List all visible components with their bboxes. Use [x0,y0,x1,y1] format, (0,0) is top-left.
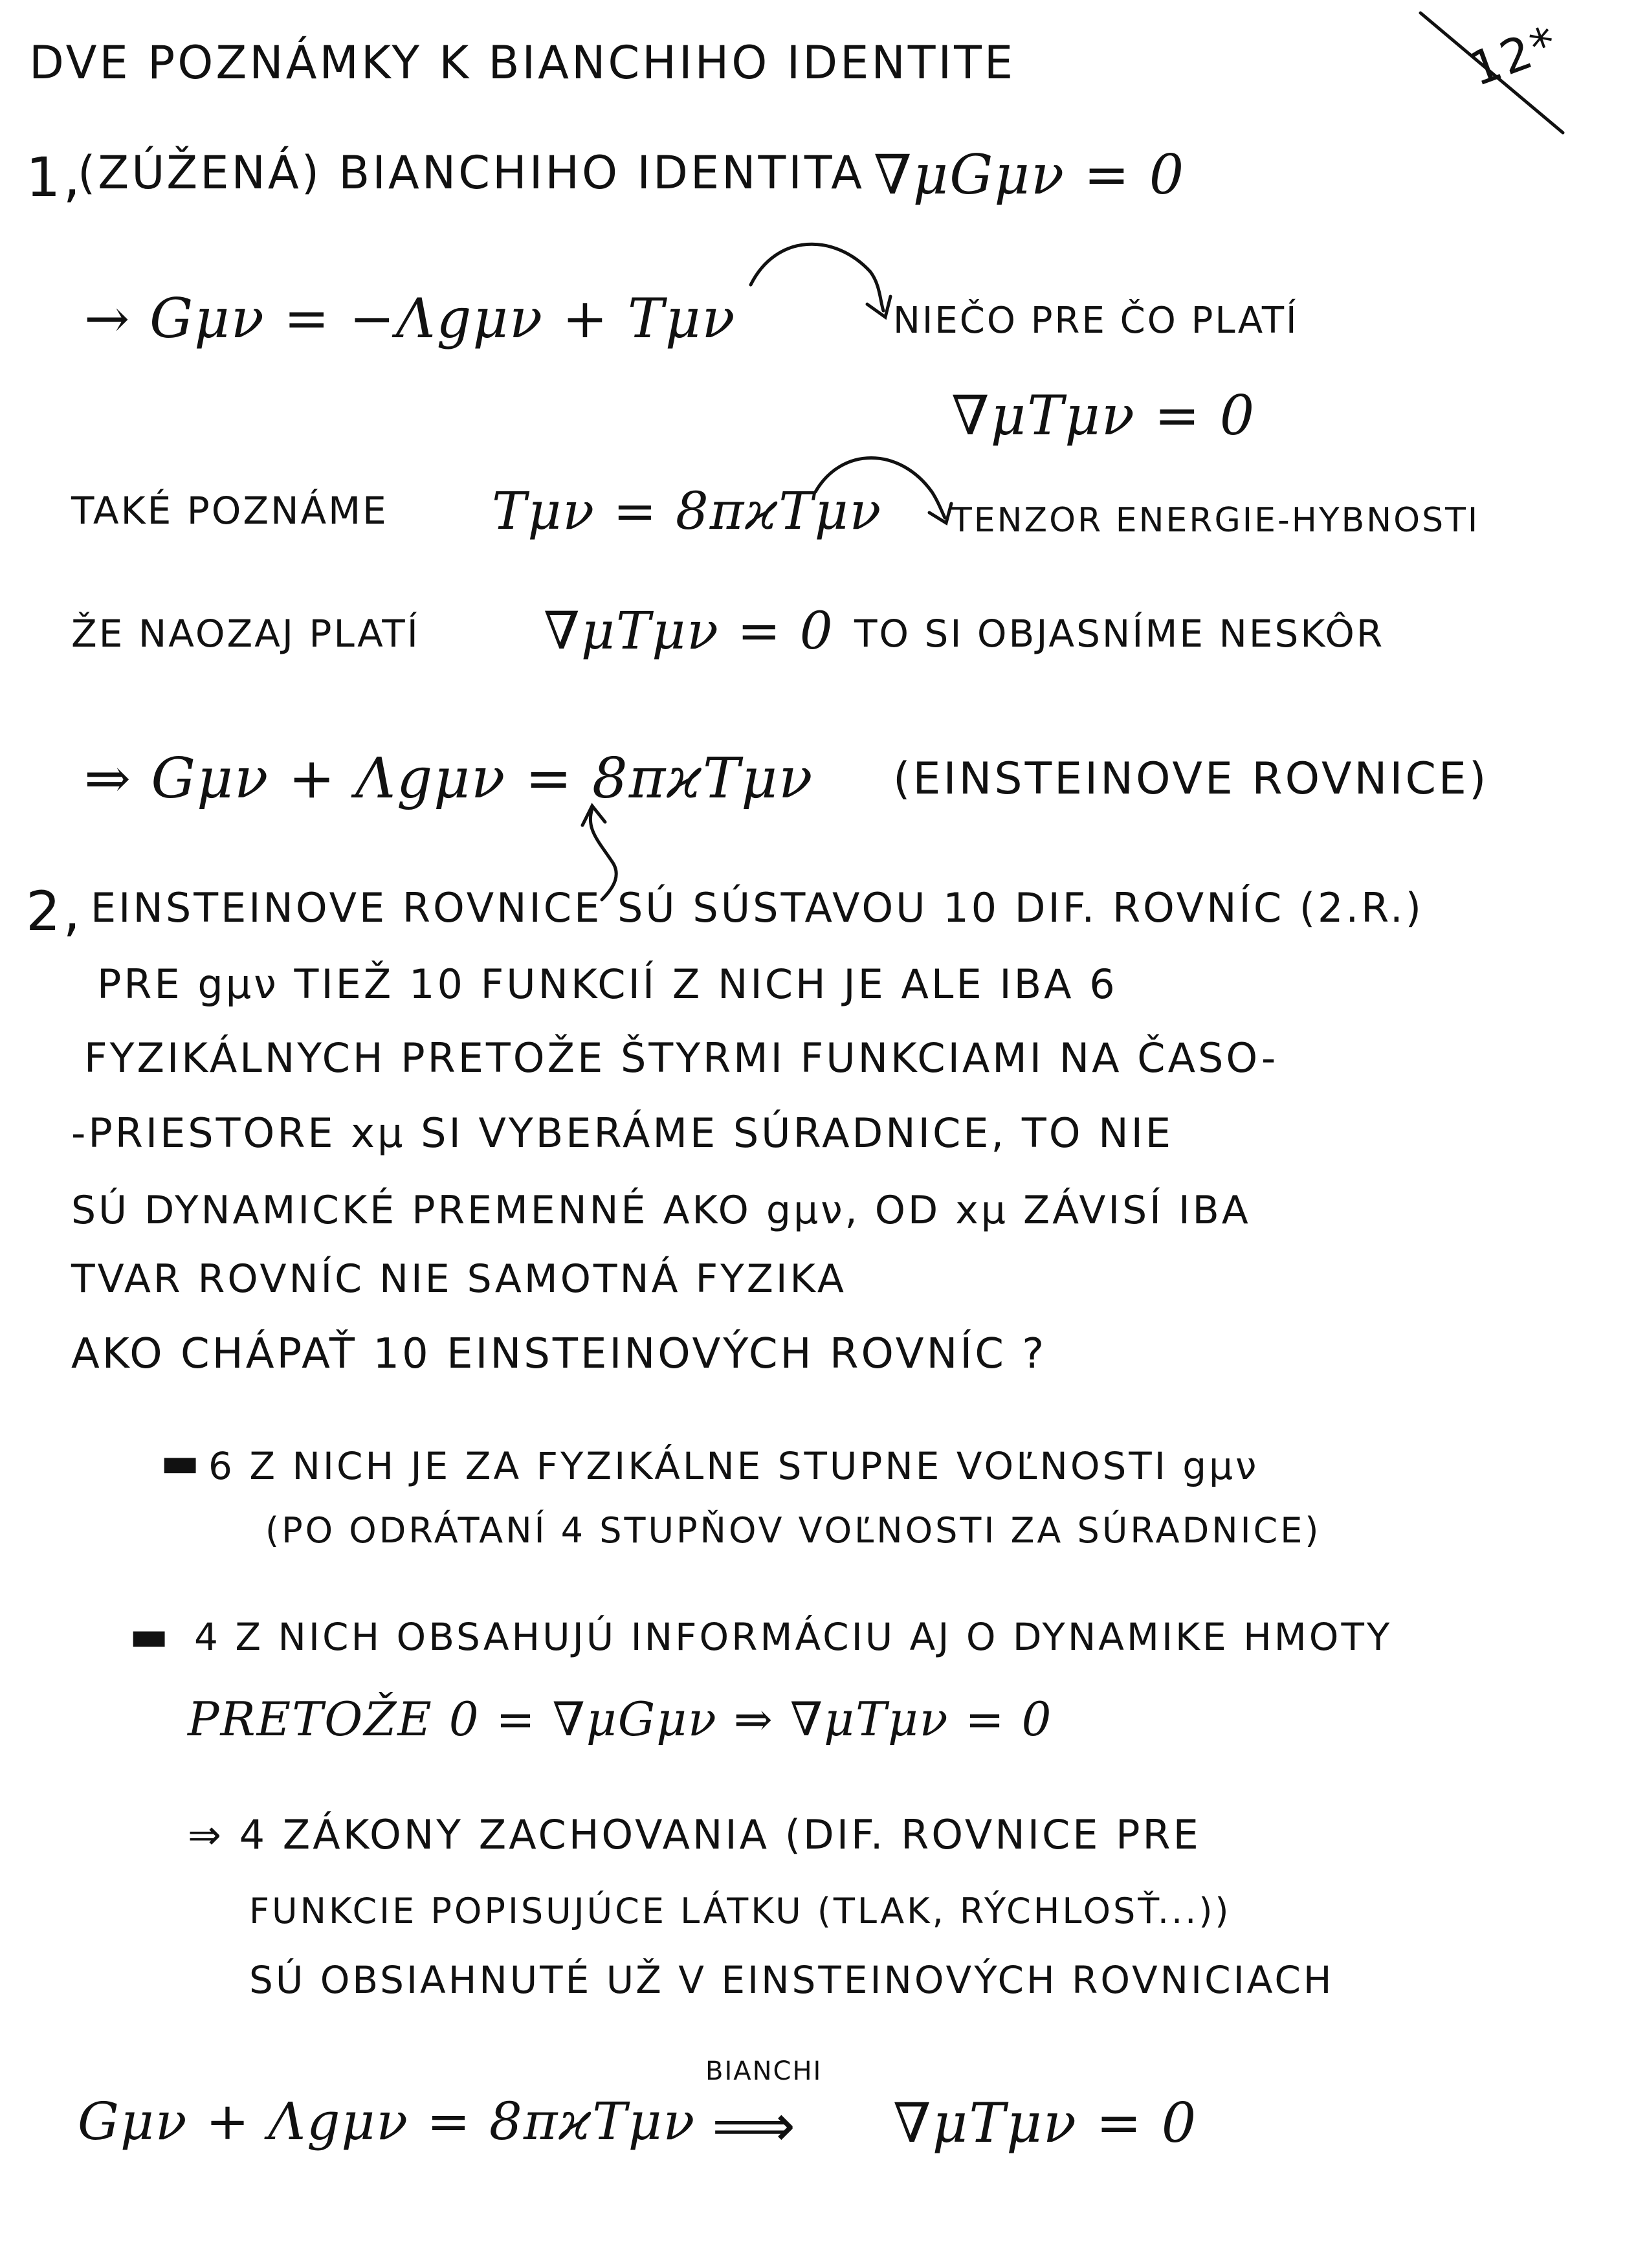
section-2-line-5: SÚ DYNAMICKÉ PREMENNÉ AKO gμν, OD xμ ZÁVISÍ IBA [71,1188,1251,1233]
consequence-line-3: SÚ OBSIAHNUTÉ UŽ V EINSTEINOVÝCH ROVNICIACH [249,1958,1334,2002]
implication-arrow: ⟹ [712,2092,799,2160]
also-know-label: TAKÉ POZNÁME [71,489,388,533]
section-1-number: 1, [26,146,83,209]
section-2-line-6: TVAR ROVNÍC NIE SAMOTNÁ FYZIKA [71,1256,846,1302]
t-definition-equation: Tμν = 8πϰTμν [492,481,883,541]
section-2-line-1: EINSTEINOVE ROVNICE SÚ SÚSTAVOU 10 DIF. ROVNÍC (2.R.) [91,884,1424,931]
divergence-t-equation: ∇μTμν = 0 [951,384,1256,447]
bullet-dash-2: ▬ [129,1612,171,1660]
bullet-1-line-1: 6 Z NICH JE ZA FYZIKÁLNE STUPNE VOĽNOSTI gμν [208,1444,1259,1488]
bianchi-identity-equation: ∇μGμν = 0 [874,143,1186,206]
page-number: 12* [1462,14,1566,97]
curved-arrow-3-head [582,806,605,825]
curved-arrow-1 [751,244,883,311]
divergence-t-equation-2: ∇μTμν = 0 [544,601,834,661]
g-equation: → Gμν = −Λgμν + Tμν [84,287,736,350]
consequence-line-2: FUNKCIE POPISUJÚCE LÁTKU (TLAK, RÝCHLOSŤ...)) [249,1891,1232,1931]
final-equation-rhs: ∇μTμν = 0 [893,2091,1198,2155]
note-something-for-which: NIEČO PRE ČO PLATÍ [893,300,1299,342]
section-2-line-2: PRE gμν TIEŽ 10 FUNKCIÍ Z NICH JE ALE IBA 6 [97,961,1118,1008]
bullet-2-line-2: PRETOŽE 0 = ∇μGμν ⇒ ∇μTμν = 0 [188,1692,1053,1746]
final-equation-lhs: Gμν + Λgμν = 8πϰTμν [78,2091,696,2151]
curved-arrow-1-head [867,296,890,317]
section-1-label: (ZÚŽENÁ) BIANCHIHO IDENTITA [78,146,865,199]
energy-momentum-tensor-note: TENZOR ENERGIE-HYBNOSTI [951,501,1480,540]
bullet-2-line-1: 4 Z NICH OBSAHUJÚ INFORMÁCIU AJ O DYNAMIKE HMOTY [194,1615,1393,1659]
section-2-question: AKO CHÁPAŤ 10 EINSTEINOVÝCH ROVNÍC ? [71,1330,1047,1378]
explain-later-note: TO SI OBJASNÍME NESKÔR [854,612,1385,656]
section-2-line-4: -PRIESTORE xμ SI VYBERÁME SÚRADNICE, TO NIE [71,1109,1174,1157]
really-holds-label: ŽE NAOZAJ PLATÍ [71,612,420,656]
einstein-equation: ⇒ Gμν + Λgμν = 8πϰTμν [84,746,814,811]
bullet-1-line-2: (PO ODRÁTANÍ 4 STUPŇOV VOĽNOSTI ZA SÚRADNICE) [265,1510,1321,1551]
section-2-number: 2, [26,880,83,943]
bullet-dash-1: ▬ [160,1439,203,1487]
consequence-line-1: ⇒ 4 ZÁKONY ZACHOVANIA (DIF. ROVNICE PRE [188,1811,1201,1858]
bianchi-arrow-label: BIANCHI [705,2056,823,2086]
einstein-equation-label: (EINSTEINOVE ROVNICE) [893,753,1489,805]
page-title: DVE POZNÁMKY K BIANCHIHO IDENTITE [29,36,1016,89]
curved-arrow-2 [815,458,945,518]
section-2-line-3: FYZIKÁLNYCH PRETOŽE ŠTYRMI FUNKCIAMI NA ČASO- [84,1034,1279,1082]
corner-slash [1420,13,1566,133]
curved-arrow-3 [590,809,616,900]
